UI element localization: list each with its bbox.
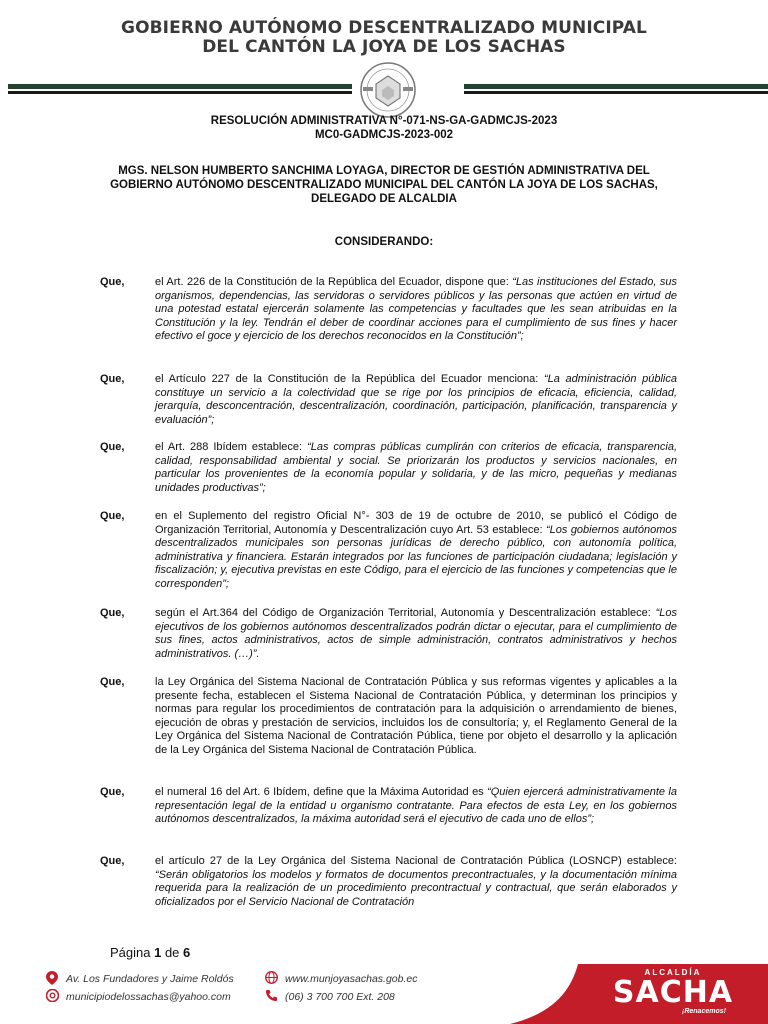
clause-label: Que, — [100, 276, 125, 288]
clause-text: la Ley Orgánica del Sistema Nacional de Contratación Pública y sus reformas vigentes y aplicables a la presente fecha, establecen el Sistema Nacional de Contratación Pública, y determinan los principios y normas para regular los procedimientos de contratación para la adquisición o arrendamiento de bienes, ejecución de obras y prestación de servicios, incluidos los de consultoría; y, el Reglamento General de la Ley Orgánica del Sistema Nacional de Contratación Pública, tiene por objeto el desarrollo y la aplicación de la Ley Orgánica del Sistema Nacional de Contratación Pública. — [155, 676, 677, 756]
clause-text: el Artículo 227 de la Constitución de la República del Ecuador menciona: “La administración pública constituye un servicio a la colectividad que se rige por los principios de eficacia, eficiencia, calidad, jerarquía, desconcentración, descentralización, coordinación, participación, planificación, transparencia y evaluación”; — [155, 373, 677, 426]
clause-text: en el Suplemento del registro Oficial N°- 303 de 19 de octubre de 2010, se publicó el Código de Organización Territorial, Autonomía y Descentralización cuyo Art. 53 establece: “Los gobiernos autónomos descentralizados municipales son personas jurídicas de derecho público, con autonomía política, administrativa y financiera. Estarán integrados por las funciones de participación ciudadana; legislación y fiscalización; y, ejecutiva previstas en este Código, para el ejercicio de las funciones y competencias que le corresponden”; — [155, 510, 677, 590]
considerando-heading: CONSIDERANDO: — [334, 236, 434, 248]
official-line3: DELEGADO DE ALCALDIA — [311, 193, 457, 205]
footer-email[interactable]: municipiodelossachas@yahoo.com — [66, 991, 231, 1003]
resolution-code: MC0-GADMCJS-2023-002 — [314, 129, 454, 141]
header-band-left — [8, 84, 352, 94]
page-number: Página 1 de 6 — [110, 945, 191, 960]
clause-text: el Art. 288 Ibídem establece: “Las compras públicas cumplirán con criterios de eficacia, transparencia, calidad, responsabilidad ambiental y social. Se priorizarán los productos y servicios nacionales, en particular los provenientes de la economía popular y solidaria, y de las micro, pequeñas y medianas unidades productivas”; — [155, 441, 677, 494]
header-title-line2: DEL CANTÓN LA JOYA DE LOS SACHAS — [202, 37, 566, 57]
official-line2: GOBIERNO AUTÓNOMO DESCENTRALIZADO MUNICIPAL DEL CANTÓN LA JOYA DE LOS SACHAS, — [110, 179, 658, 191]
official-line1: MGS. NELSON HUMBERTO SANCHIMA LOYAGA, DIRECTOR DE GESTIÓN ADMINISTRATIVA DEL — [118, 165, 650, 177]
clause-text: el artículo 27 de la Ley Orgánica del Sistema Nacional de Contratación Pública (LOSNCP) establece: “Serán obligatorios los modelos y formatos de documentos precontractuales, y la documentación mínima requerida para la realización de un procedimiento precontractual y contractual, que serán elaborados y oficializados por el Servicio Nacional de Contratación — [155, 855, 677, 908]
alcaldia-logo: ALCALDÍA SACHA ¡Renacemos! — [578, 964, 768, 1024]
footer-website[interactable]: www.munjoyasachas.gob.ec — [285, 973, 418, 985]
clause-label: Que, — [100, 855, 125, 867]
clause-label: Que, — [100, 786, 125, 798]
clause-label: Que, — [100, 510, 125, 522]
clause-label: Que, — [100, 607, 125, 619]
footer-decoration — [470, 964, 590, 1024]
municipal-seal-icon — [358, 60, 418, 120]
globe-icon — [265, 971, 278, 984]
footer-phone: (06) 3 700 700 Ext. 208 — [285, 991, 395, 1003]
resolution-number: RESOLUCIÓN ADMINISTRATIVA N°-071-NS-GA-GADMCJS-2023 — [210, 115, 558, 127]
clause-label: Que, — [100, 373, 125, 385]
clause-text: el Art. 226 de la Constitución de la República del Ecuador, dispone que: “Las instituciones del Estado, sus organismos, dependencias, las servidoras o servidores públicos y las personas que actúen en virtud de una potestad estatal ejercerán solamente las competencias y facultades que les sean atribuidas en la Constitución y la ley. Tendrán el deber de coordinar acciones para el cumplimiento de sus fines y hacer efectivo el goce y ejercicio de los derechos reconocidos en la Constitución”; — [155, 276, 677, 343]
clause-label: Que, — [100, 441, 125, 453]
email-icon — [46, 989, 59, 1002]
footer-address: Av. Los Fundadores y Jaime Roldós — [66, 973, 234, 985]
header-title-line1: GOBIERNO AUTÓNOMO DESCENTRALIZADO MUNICIPAL — [121, 18, 647, 38]
clause-label: Que, — [100, 676, 125, 688]
header-band-right — [464, 84, 768, 94]
phone-icon — [265, 989, 278, 1002]
clause-text: según el Art.364 del Código de Organización Territorial, Autonomía y Descentralización establece: “Los ejecutivos de los gobiernos autónomos descentralizados podrán dictar o ejecutar, para el cumplimiento de sus fines, actos administrativos, actos de simple administración, contratos administrativos y hechos administrativos. (…)”. — [155, 607, 677, 660]
clause-text: el numeral 16 del Art. 6 Ibídem, define que la Máxima Autoridad es “Quien ejercerá administrativamente la representación legal de la entidad u organismo contratante. Para efectos de esta Ley, en los gobiernos autónomos descentralizados, la máxima autoridad será el ejecutivo de cada uno de ellos”; — [155, 786, 677, 826]
location-pin-icon — [46, 971, 58, 985]
